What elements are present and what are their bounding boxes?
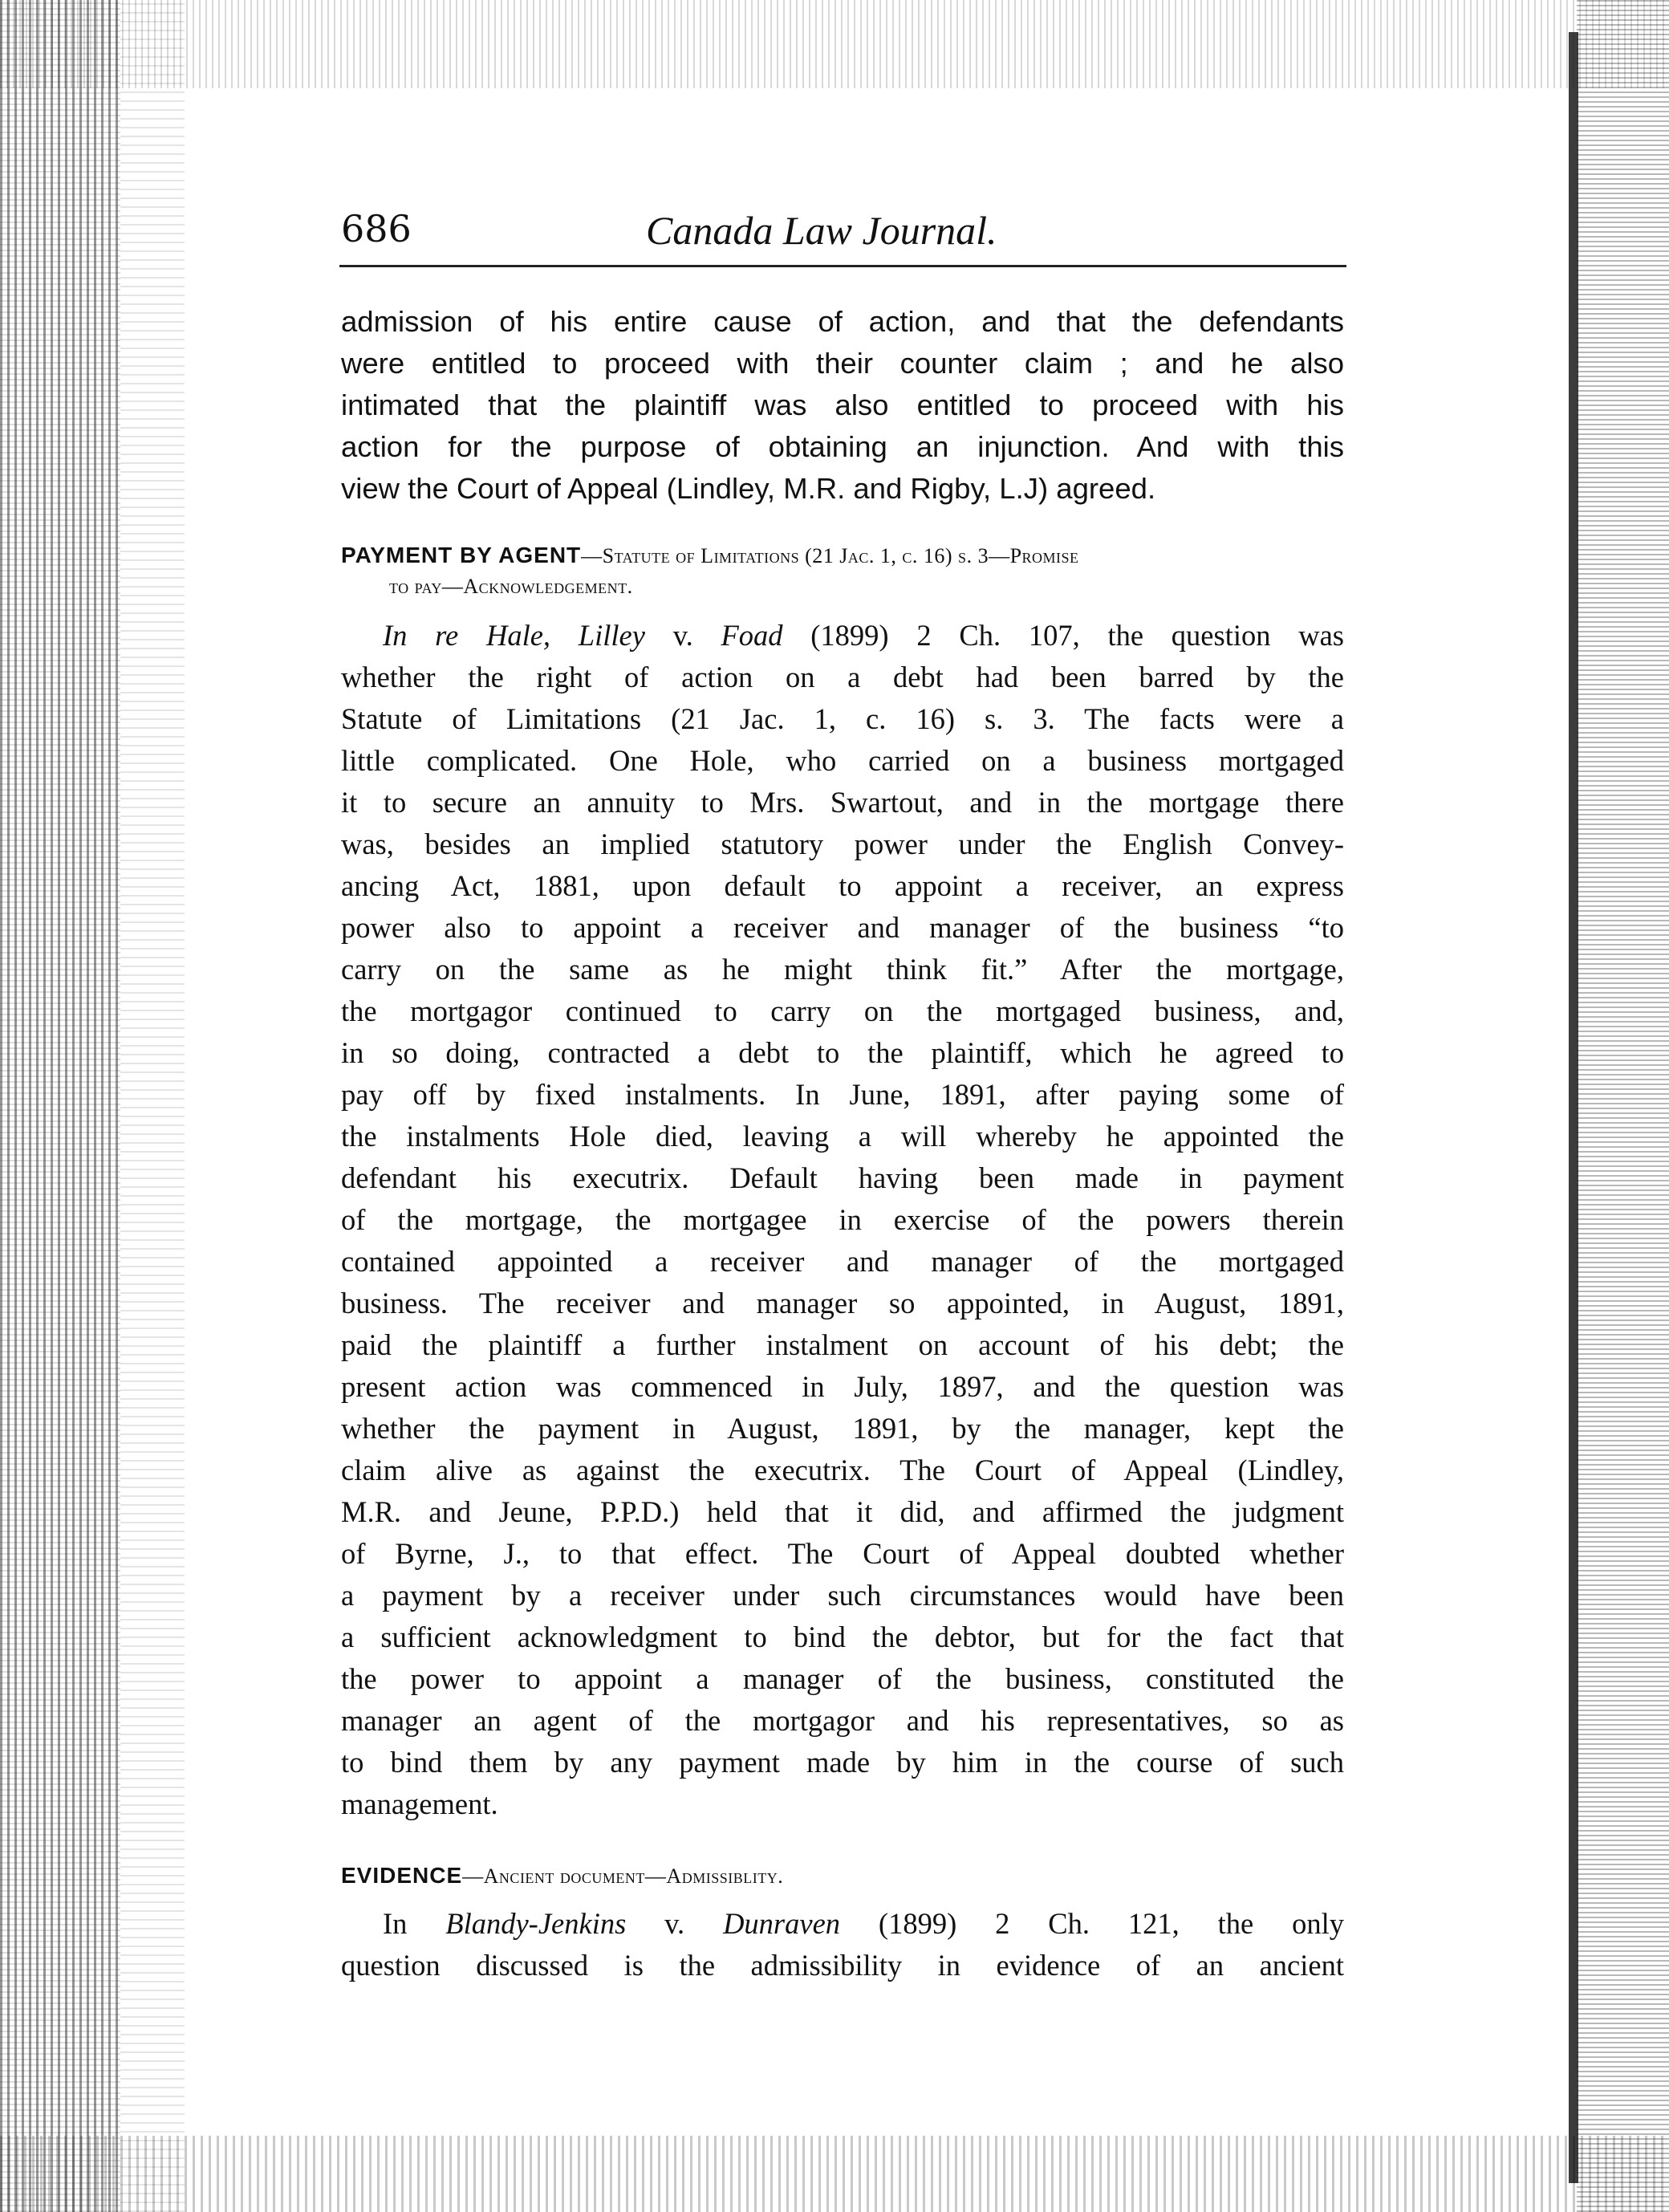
header-rule (339, 265, 1346, 267)
heading-subtitle: —Statute of Limitations (21 Jac. 1, c. 16) s. 3—Promise (581, 544, 1079, 567)
text-line: the mortgagor continued to carry on the mortgaged business, and, (341, 994, 1344, 1027)
text-line: whether the right of action on a debt had been barred by the (341, 661, 1344, 693)
heading-subtitle-cont: to pay—Acknowledgement. (389, 575, 633, 598)
text-line: management. (341, 1787, 498, 1820)
text-line: a sufficient acknowledgment to bind the debtor, but for the fact that (341, 1620, 1344, 1653)
text-line: admission of his entire cause of action, and that the defendants (341, 305, 1344, 338)
scan-border-left-inner (120, 0, 185, 2212)
text-line: the power to appoint a manager of the business, constituted the (341, 1662, 1344, 1695)
text-line: a payment by a receiver under such circumstances would have been (341, 1579, 1344, 1612)
case-name: Blandy-Jenkins (445, 1907, 627, 1940)
text-line: to bind them by any payment made by him in the course of such (341, 1746, 1344, 1779)
text-line: contained appointed a receiver and manager of the mortgaged (341, 1245, 1344, 1278)
scan-border-bottom (0, 2136, 1669, 2212)
case-name: Foad (721, 619, 783, 652)
text-line: little complicated. One Hole, who carried on a business mortgaged (341, 744, 1344, 777)
text-line: the instalments Hole died, leaving a will whereby he appointed the (341, 1120, 1344, 1153)
text-line: claim alive as against the executrix. The Court of Appeal (Lindley, (341, 1454, 1344, 1486)
evidence-paragraph (341, 1903, 1344, 1986)
section-heading-payment-by-agent (341, 540, 1344, 602)
text-line: paid the plaintiff a further instalment on account of his debt; the (341, 1328, 1344, 1361)
text-fragment: In (383, 1907, 446, 1940)
text-line: manager an agent of the mortgagor and his representatives, so as (341, 1704, 1344, 1737)
text-line: whether the payment in August, 1891, by the manager, kept the (341, 1412, 1344, 1445)
text-line: present action was commenced in July, 1897, and the question was (341, 1370, 1344, 1403)
text-line: in so doing, contracted a debt to the plaintiff, which he agreed to (341, 1036, 1344, 1069)
heading-title: PAYMENT BY AGENT (341, 543, 582, 567)
scan-border-left (0, 0, 120, 2212)
heading-title: EVIDENCE (341, 1863, 463, 1888)
text-line-first (341, 1903, 1344, 1945)
text-line: power also to appoint a receiver and manager of the business “to (341, 911, 1344, 944)
scan-border-right (1577, 0, 1669, 2212)
page-number: 686 (341, 207, 412, 250)
text-line: were entitled to proceed with their counter claim ; and he also (341, 347, 1344, 380)
text-line-first (341, 615, 1344, 657)
text-line: ancing Act, 1881, upon default to appoint a receiver, an express (341, 869, 1344, 902)
payment-by-agent-paragraph (341, 615, 1344, 1825)
text-line: action for the purpose of obtaining an injunction. And with this (341, 430, 1344, 463)
case-name: Dunraven (723, 1907, 841, 1940)
case-citation: (1899) 2 Ch. 107, the question was (782, 619, 1345, 652)
text-line: question discussed is the admissibility in evidence of an ancient (341, 1949, 1344, 1982)
scan-border-top (0, 0, 1669, 88)
text-line: business. The receiver and manager so appointed, in August, 1891, (341, 1287, 1344, 1319)
section-heading-evidence (341, 1860, 1344, 1892)
case-name: In re Hale, Lilley (383, 619, 645, 652)
text-line: defendant his executrix. Default having been made in payment (341, 1161, 1344, 1194)
text-line: pay off by fixed instalments. In June, 1891, after paying some of (341, 1078, 1344, 1111)
text-line: it to secure an annuity to Mrs. Swartout, and in the mortgage there (341, 786, 1344, 819)
text-line: M.R. and Jeune, P.P.D.) held that it did, and affirmed the judgment (341, 1495, 1344, 1528)
text-line: of the mortgage, the mortgagee in exercise of the powers therein (341, 1203, 1344, 1236)
text-line: view the Court of Appeal (Lindley, M.R. and Rigby, L.J) agreed. (341, 472, 1156, 505)
text-line: carry on the same as he might think fit.” After the mortgage, (341, 953, 1344, 986)
text-line: of Byrne, J., to that effect. The Court of Appeal doubted whether (341, 1537, 1344, 1570)
intro-paragraph (341, 301, 1344, 510)
case-citation: (1899) 2 Ch. 121, the only (840, 1907, 1344, 1940)
text-line: intimated that the plaintiff was also entitled to proceed with his (341, 388, 1344, 421)
case-versus: v. (626, 1907, 724, 1940)
scan-page-edge (1569, 32, 1578, 2183)
heading-subtitle: —Ancient document—Admissiblity. (462, 1864, 784, 1888)
text-line: Statute of Limitations (21 Jac. 1, c. 16) s. 3. The facts were a (341, 702, 1344, 735)
running-title: Canada Law Journal. (646, 208, 997, 253)
text-line: was, besides an implied statutory power under the English Convey- (341, 827, 1344, 860)
case-versus: v. (644, 619, 721, 652)
